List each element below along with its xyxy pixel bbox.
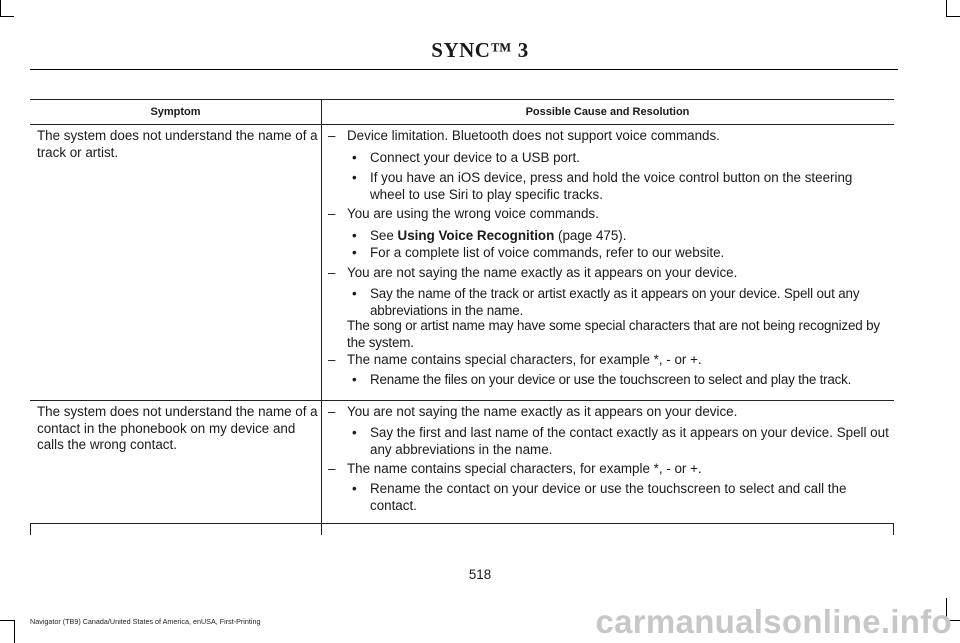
symptom-cell: The system does not understand the name of a contact in the phonebook on my device and calls the wrong contact. [37, 404, 318, 452]
cause-text: You are not saying the name exactly as it appears on your device. [347, 265, 738, 280]
column-header-symptom: Symptom [150, 106, 201, 118]
crop-mark [946, 0, 947, 16]
cause-note: The song or artist name may have some special characters that are not being recognized by the system. [347, 318, 880, 350]
table-left-edge [30, 523, 31, 535]
dash-mark: – [328, 206, 336, 221]
title-rule [30, 69, 898, 70]
table-column-divider [321, 99, 322, 535]
cause-item [328, 352, 893, 369]
dash-mark: – [328, 265, 336, 280]
page-reference: (page 475). [554, 228, 627, 243]
bullet-mark: • [352, 245, 357, 260]
resolution-bullet [352, 372, 894, 389]
cause-item [328, 128, 893, 145]
resolution-bullet [352, 170, 886, 203]
dash-mark: – [328, 352, 336, 367]
crop-mark [946, 16, 960, 17]
page-number: 518 [468, 567, 492, 582]
resolution-bullet [352, 150, 893, 167]
bullet-text: Rename the files on your device or use the touchscreen to select and play the track. [370, 372, 852, 387]
crop-mark [0, 620, 14, 621]
bullet-text: Rename the contact on your device or use the touchscreen to select and call the contact. [370, 481, 847, 513]
bullet-mark: • [352, 425, 357, 440]
see-prefix: See [370, 228, 398, 243]
bullet-text: If you have an iOS device, press and hold the voice control button on the steering wheel to use Siri to play specific tracks. [370, 170, 853, 202]
watermark: carmanualsonline.info [595, 603, 952, 640]
resolution-bullet [352, 286, 894, 319]
bullet-mark: • [352, 286, 357, 301]
cause-item [328, 206, 893, 223]
dash-mark: – [328, 404, 336, 419]
resolution-bullet [352, 245, 893, 262]
page-title: SYNC™ 3 [431, 38, 529, 62]
table-header-rule [30, 124, 894, 125]
bullet-mark: • [352, 170, 357, 185]
crop-mark [0, 0, 1, 16]
bullet-mark: • [352, 372, 357, 387]
crop-mark [14, 620, 15, 643]
dash-mark: – [328, 128, 336, 143]
cause-item [328, 404, 893, 421]
resolution-bullet [352, 481, 880, 514]
table-top-rule [30, 99, 894, 100]
cause-item [328, 265, 893, 282]
bullet-text: Say the first and last name of the contact exactly as it appears on your device. Spell out any abbreviations in the name. [370, 425, 889, 457]
cross-reference-link[interactable]: Using Voice Recognition [397, 228, 555, 243]
bullet-mark: • [352, 150, 357, 165]
cause-item [328, 461, 893, 478]
table-right-edge [893, 523, 894, 535]
dash-mark: – [328, 461, 336, 476]
cause-text: Device limitation. Bluetooth does not support voice commands. [347, 128, 720, 143]
bullet-mark: • [352, 481, 357, 496]
bullet-text: For a complete list of voice commands, refer to our website. [370, 245, 725, 260]
resolution-bullet [352, 425, 890, 458]
footer-text: Navigator (TB9) Canada/United States of America, enUSA, First-Printing [30, 617, 261, 626]
table-row-rule [30, 400, 894, 401]
column-header-cause: Possible Cause and Resolution [525, 106, 690, 118]
resolution-bullet [352, 228, 893, 245]
bullet-text: Connect your device to a USB port. [370, 150, 580, 165]
symptom-cell: The system does not understand the name of a track or artist. [37, 128, 318, 160]
cause-text: The name contains special characters, for example *, - or +. [347, 352, 702, 367]
table-bottom-rule [30, 523, 894, 524]
cause-text: The name contains special characters, for example *, - or +. [347, 461, 702, 476]
cause-text: You are not saying the name exactly as it appears on your device. [347, 404, 738, 419]
crop-mark [0, 16, 14, 17]
cause-text: You are using the wrong voice commands. [347, 206, 599, 221]
bullet-mark: • [352, 228, 357, 243]
bullet-text: Say the name of the track or artist exactly as it appears on your device. Spell out any abbreviations in the name. [370, 286, 860, 318]
